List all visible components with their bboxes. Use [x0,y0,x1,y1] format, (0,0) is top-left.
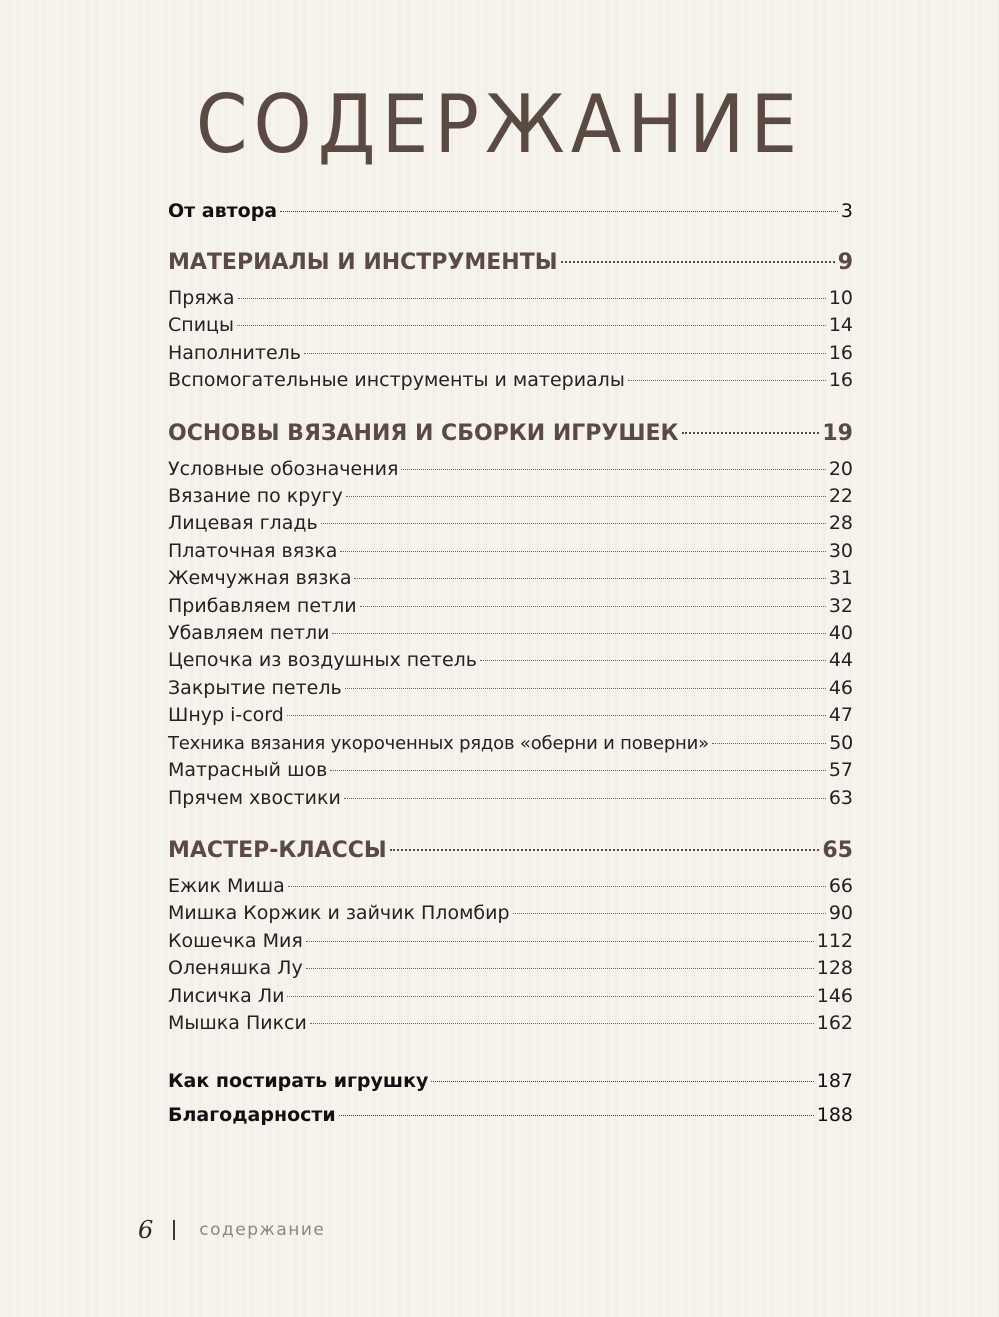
dot-leader [339,1115,814,1116]
toc-entry-label: Пряжа [168,287,235,309]
toc-entry-label: Лисичка Ли [168,984,285,1007]
dot-leader [287,996,813,997]
toc-entry-page: 46 [828,676,853,699]
toc-entry[interactable] [168,367,853,394]
dot-leader [280,211,838,212]
toc-entry[interactable] [168,730,853,757]
toc-entry[interactable] [168,593,853,620]
toc-entry-page: 10 [828,287,853,309]
dot-leader [344,798,826,799]
toc-section-basics[interactable] [168,419,853,449]
dot-leader [431,1081,813,1082]
toc-entry-label: Прячем хвостики [168,786,341,809]
toc-entry-page: 162 [816,1011,853,1034]
toc-section-materials[interactable] [168,248,853,278]
dot-leader [306,968,814,969]
dot-leader [628,380,826,381]
toc-section-page: 65 [822,837,853,863]
dot-leader [330,770,826,771]
toc-entry-page: 66 [828,874,853,897]
dot-leader [306,941,814,942]
toc-entry-label: Цепочка из воздушных петель [168,649,477,672]
toc-entry-label: Платочная вязка [168,539,338,562]
toc-entry-label: Условные обозначения [168,457,399,480]
toc-entry-page: 3 [840,200,853,222]
toc-entry-label: От автора [168,200,278,222]
toc-entry-label: Лицевая гладь [168,512,318,535]
toc-entry-page: 16 [828,369,853,392]
toc-entry-acknowledgements[interactable] [168,1098,853,1132]
dot-leader [480,660,826,661]
toc-entry-page: 28 [828,512,853,535]
page-number: 6 [138,1216,154,1244]
dot-leader [237,325,826,326]
toc-entry-label: Наполнитель [168,341,301,364]
toc-entry-page: 63 [828,786,853,809]
toc-entry[interactable] [168,757,853,784]
toc-section-title: МАТЕРИАЛЫ И ИНСТРУМЕНТЫ [168,250,558,275]
page-title: СОДЕРЖАНИЕ [195,78,804,172]
toc-entry-label: Как постирать игрушку [168,1070,429,1093]
dot-leader [332,633,825,634]
toc-entry-page: 44 [828,649,853,672]
dot-leader [238,298,826,299]
toc-entry-page: 16 [828,341,853,364]
dot-leader [513,913,826,914]
toc-entry-label: Убавляем петли [168,622,330,645]
toc-entry-label: Прибавляем петли [168,594,357,617]
table-of-contents [168,200,853,1132]
toc-entry-page: 146 [816,984,853,1007]
dot-leader [401,469,825,470]
toc-entry[interactable] [168,1010,853,1037]
toc-entry[interactable] [168,565,853,592]
dot-leader [304,353,826,354]
dot-leader [354,578,825,579]
toc-entry-label: Кошечка Мия [168,929,303,952]
toc-entry-label: Благодарности [168,1104,336,1127]
toc-entry-page: 57 [828,759,853,782]
toc-entry-label: Вспомогательные инструменты и материалы [168,369,625,392]
toc-section-page: 19 [822,420,853,446]
toc-entry[interactable] [168,928,853,955]
page-footer [138,1214,325,1246]
dot-leader [346,496,826,497]
toc-entry-page: 50 [829,731,853,754]
toc-entry[interactable] [168,955,853,982]
toc-entry-page: 30 [828,539,853,562]
dot-leader [288,886,826,887]
toc-entry-page: 40 [828,622,853,645]
toc-entry[interactable] [168,983,853,1010]
toc-entry[interactable] [168,456,853,483]
toc-entry-label: Техника вязания укороченных рядов «оберни и поверни» [168,732,709,754]
dot-leader [561,261,835,263]
toc-entry[interactable] [168,900,853,927]
toc-section-title: ОСНОВЫ ВЯЗАНИЯ И СБОРКИ ИГРУШЕК [168,420,679,446]
dot-leader [360,606,826,607]
toc-entry-label: Шнур i-cord [168,704,284,727]
footer-divider [173,1220,175,1240]
dot-leader [310,1023,814,1024]
toc-entry-page: 32 [828,594,853,617]
toc-entry[interactable] [168,647,853,674]
toc-entry[interactable] [168,340,853,367]
toc-entry-page: 31 [828,567,853,590]
toc-section-master-classes[interactable] [168,836,853,866]
toc-entry-page: 187 [816,1070,853,1093]
toc-entry-label: Мышка Пикси [168,1011,307,1034]
toc-entry-page: 112 [816,929,853,952]
toc-entry[interactable] [168,620,853,647]
dot-leader [340,551,825,552]
toc-entry[interactable] [168,483,853,510]
toc-entry-page: 20 [828,457,853,480]
toc-entry-label: Ежик Миша [168,874,285,897]
dot-leader [712,743,826,744]
toc-entry[interactable] [168,312,853,339]
toc-entry-label: Закрытие петель [168,676,342,699]
toc-entry[interactable] [168,285,853,312]
toc-entry[interactable] [168,873,853,900]
toc-entry-page: 14 [828,314,853,337]
toc-entry[interactable] [168,510,853,537]
toc-entry-label: Мишка Коржик и зайчик Пломбир [168,902,510,925]
dot-leader [287,715,826,716]
toc-entry-label: Оленяшка Лу [168,957,303,980]
toc-entry[interactable] [168,702,853,729]
toc-entry-author[interactable] [168,200,853,222]
toc-entry[interactable] [168,538,853,565]
toc-entry-washing[interactable] [168,1064,853,1098]
toc-section-page: 9 [837,250,853,275]
toc-entry-label: Жемчужная вязка [168,567,352,590]
toc-entry-page: 188 [816,1104,853,1127]
dot-leader [682,432,820,434]
toc-entry-page: 90 [828,902,853,925]
toc-entry[interactable] [168,675,853,702]
toc-section-title: МАСТЕР-КЛАССЫ [168,837,387,863]
toc-entry-page: 47 [828,704,853,727]
running-title: содержание [199,1220,326,1240]
toc-entry-label: Спицы [168,314,234,337]
toc-entry-page: 22 [828,485,853,508]
toc-entry-label: Вязание по кругу [168,485,343,508]
toc-entry-label: Матрасный шов [168,759,328,782]
toc-entry-page: 128 [816,957,853,980]
toc-entry[interactable] [168,785,853,812]
dot-leader [321,523,826,524]
dot-leader [345,688,826,689]
dot-leader [390,849,820,851]
